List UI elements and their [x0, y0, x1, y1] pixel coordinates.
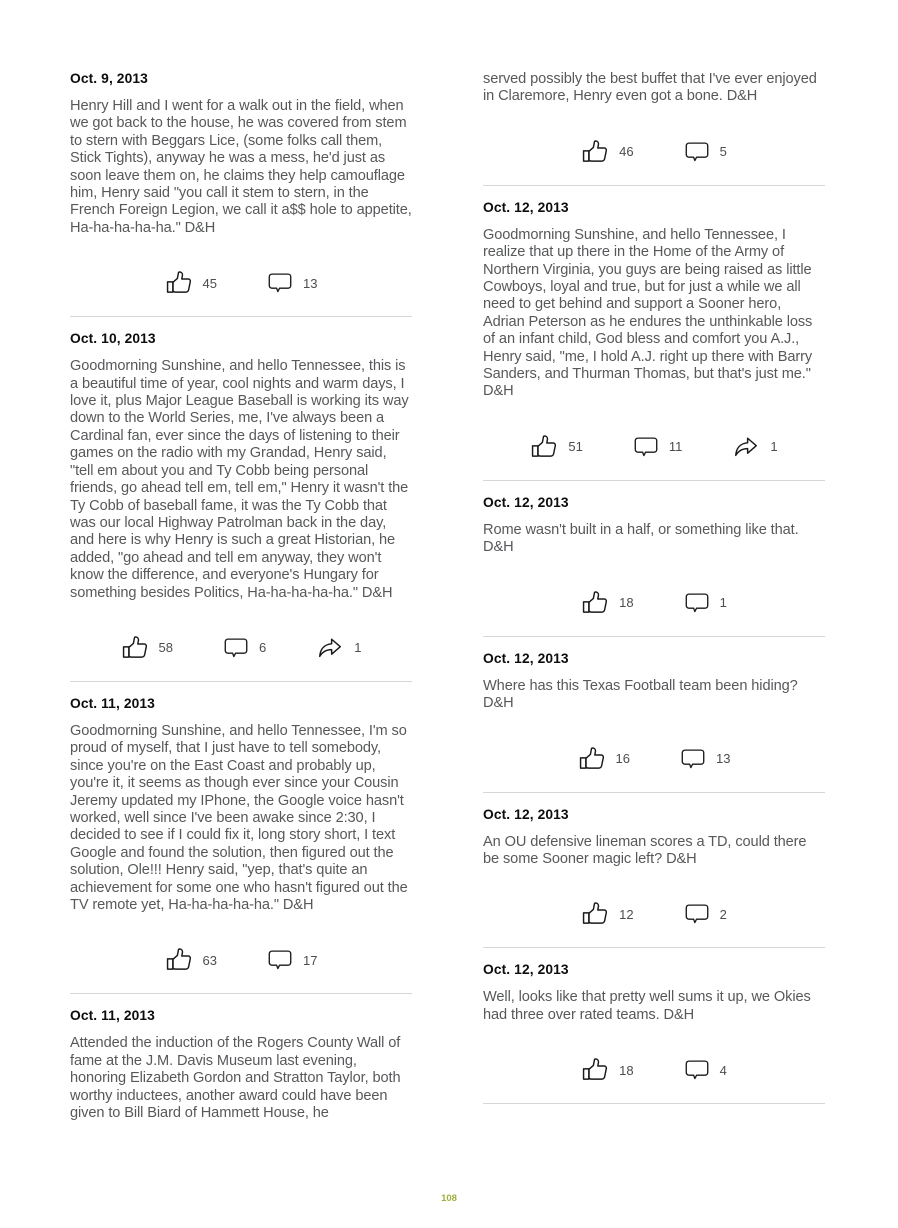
post-stats	[483, 899, 825, 929]
comment-count: 2	[719, 906, 727, 922]
comment-bubble-icon	[684, 590, 710, 616]
post-stats	[483, 137, 825, 167]
comment-bubble-icon	[684, 1057, 710, 1083]
post-separator	[483, 792, 825, 793]
comment-count: 13	[716, 751, 731, 766]
post-date: Oct. 12, 2013	[483, 962, 569, 978]
comment-stat	[684, 901, 727, 927]
like-count: 58	[158, 640, 173, 656]
like-stat	[165, 946, 217, 974]
post-separator	[483, 480, 825, 481]
post-body: Henry Hill and I went for a walk out in the field, when we got back to the house, he was covered from stem to stern with Beggars Lice, (some folks call them, Stick Tights), anyway he was a mess, he'd just as soon leave them on, he claims they help camouflage him, Henry said "you call it stem to stern, in the French Foreign Legion, we call it a$$ hole to appetite, Ha-ha-ha-ha-ha." D&H	[70, 98, 412, 236]
comment-stat	[633, 434, 683, 460]
thumbs-up-icon	[578, 745, 606, 773]
thumbs-up-icon	[581, 900, 609, 928]
post	[70, 696, 412, 994]
thumbs-up-icon	[530, 433, 558, 461]
comment-bubble-icon	[223, 635, 249, 661]
post-separator	[70, 316, 412, 317]
comment-bubble-icon	[267, 270, 293, 296]
post-body: Goodmorning Sunshine, and hello Tennessee, this is a beautiful time of year, cool nights and warm days, I love it, plus Major League Baseball is working its way down to the World Series, me, I've always been a Cardinal fan, ever since the days of listening to their games on the radio with my Grandad, Henry said, "tell em about you and Ty Cobb being personal friends, go ahead tell em, tell em," Henry it wasn't the Ty Cobb of baseball fame, it was the Ty Cobb that was our local Highway Patrolman back in the day, and here is why Henry is such a great Historian, he added, "go ahead and tell em anyway, they won't know the difference, and everyone's Hungary for something besides Politics, Ha-ha-ha-ha-ha." D&H	[70, 358, 409, 601]
share-arrow-icon	[732, 433, 760, 461]
comment-bubble-icon	[684, 901, 710, 927]
thumbs-up-icon	[165, 269, 193, 297]
post-date: Oct. 12, 2013	[483, 494, 569, 510]
thumbs-up-icon	[165, 946, 193, 974]
left-column	[70, 71, 412, 1122]
post-date: Oct. 10, 2013	[70, 331, 156, 347]
post-separator	[483, 1103, 825, 1104]
post-body: Rome wasn't built in a half, or something like that. D&H	[483, 521, 799, 556]
post-date: Oct. 12, 2013	[483, 650, 569, 666]
comment-stat	[684, 1057, 727, 1083]
like-stat	[581, 589, 633, 617]
post-stats	[70, 633, 412, 663]
like-stat	[578, 745, 630, 773]
post-body: Where has this Texas Football team been hiding? D&H	[483, 677, 798, 712]
post	[483, 962, 825, 1104]
like-stat	[581, 900, 633, 928]
comment-count: 1	[719, 595, 727, 611]
share-count: 1	[770, 439, 778, 455]
comment-count: 17	[303, 952, 318, 968]
like-count: 12	[619, 906, 634, 922]
post-body: Goodmorning Sunshine, and hello Tennessee, I'm so proud of myself, that I just have to tell somebody, since you're on the East Coast and probably up, you're it, it seems as though ever since your Cousin Jeremy updated my IPhone, the Google voice hasn't worked, well since I've been awake since 2:30, I decided to see if I could fix it, long story short, I text Google and found the solution, then figured out the solution, Ole!!! Henry said, "yep, that's quite an achievement for some one who hasn't figured out the TV remote yet, Ha-ha-ha-ha-ha." D&H	[70, 722, 408, 913]
comment-count: 4	[719, 1062, 727, 1078]
post-separator	[483, 947, 825, 948]
like-stat	[165, 269, 217, 297]
thumbs-up-icon	[581, 138, 609, 166]
comment-count: 6	[259, 640, 267, 656]
post-stats	[483, 744, 825, 774]
post-stats	[70, 268, 412, 298]
post-body: Well, looks like that pretty well sums it up, we Okies had three over rated teams. D&H	[483, 989, 811, 1023]
comment-count: 13	[303, 275, 318, 291]
post-body: served possibly the best buffet that I've ever enjoyed in Claremore, Henry even got a bone. D&H	[483, 71, 817, 105]
post	[483, 495, 825, 637]
post	[70, 331, 412, 682]
like-count: 51	[568, 439, 583, 455]
post	[483, 651, 825, 793]
comment-stat	[223, 635, 266, 661]
like-count: 46	[619, 144, 634, 160]
like-stat	[121, 634, 173, 662]
post-body: Goodmorning Sunshine, and hello Tennessee, I realize that up there in the Home of the Army of Northern Virginia, you guys are being raised as little Cowboys, loyal and true, but for just a while we all need to get behind and support a Sooner hero, Adrian Peterson as he endures the unthinkable loss of an infant child, God bless and comfort you A.J., Henry said, "me, I hold A.J. right up there with Barry Sanders, and Thurman Thomas, but that's just me." D&H	[483, 226, 813, 400]
like-count: 63	[202, 952, 217, 968]
page-number: 108	[441, 1193, 457, 1204]
share-arrow-icon	[316, 634, 344, 662]
comment-count: 11	[668, 439, 683, 455]
comment-bubble-icon	[633, 434, 659, 460]
post-separator	[483, 185, 825, 186]
post-separator	[70, 993, 412, 994]
comment-stat	[680, 746, 730, 772]
post-date: Oct. 11, 2013	[70, 695, 155, 711]
comment-stat	[684, 590, 727, 616]
post-stats	[483, 1055, 825, 1085]
share-stat	[732, 433, 777, 461]
post	[70, 71, 412, 317]
post-stats	[483, 432, 825, 462]
post-date: Oct. 12, 2013	[483, 199, 569, 215]
post-body: An OU defensive lineman scores a TD, could there be some Sooner magic left? D&H	[483, 833, 807, 867]
comment-stat	[267, 270, 317, 296]
post	[483, 807, 825, 949]
share-count: 1	[354, 640, 362, 656]
like-count: 16	[615, 751, 630, 766]
post	[70, 1008, 412, 1122]
post-separator	[483, 636, 825, 637]
post-stats	[483, 588, 825, 618]
comment-bubble-icon	[684, 139, 710, 165]
comment-count: 5	[719, 144, 727, 160]
thumbs-up-icon	[581, 1056, 609, 1084]
like-count: 45	[202, 275, 217, 291]
comment-bubble-icon	[680, 746, 706, 772]
post	[483, 71, 825, 186]
like-stat	[530, 433, 582, 461]
like-stat	[581, 1056, 633, 1084]
comment-stat	[267, 947, 317, 973]
comment-stat	[684, 139, 727, 165]
post-date: Oct. 12, 2013	[483, 806, 569, 822]
comment-bubble-icon	[267, 947, 293, 973]
right-column	[483, 71, 825, 1118]
like-count: 18	[619, 595, 634, 611]
like-count: 18	[619, 1062, 634, 1078]
post-stats	[70, 945, 412, 975]
post-separator	[70, 681, 412, 682]
post-date: Oct. 9, 2013	[70, 71, 148, 86]
like-stat	[581, 138, 633, 166]
share-stat	[316, 634, 361, 662]
thumbs-up-icon	[581, 589, 609, 617]
post-date: Oct. 11, 2013	[70, 1008, 155, 1024]
post-body: Attended the induction of the Rogers County Wall of fame at the J.M. Davis Museum last evening, honoring Elizabeth Gordon and Stratton Taylor, both worthy inductees, another award could have been given to Bill Biard of Hammett House, he	[70, 1035, 401, 1122]
post	[483, 200, 825, 481]
thumbs-up-icon	[121, 634, 149, 662]
